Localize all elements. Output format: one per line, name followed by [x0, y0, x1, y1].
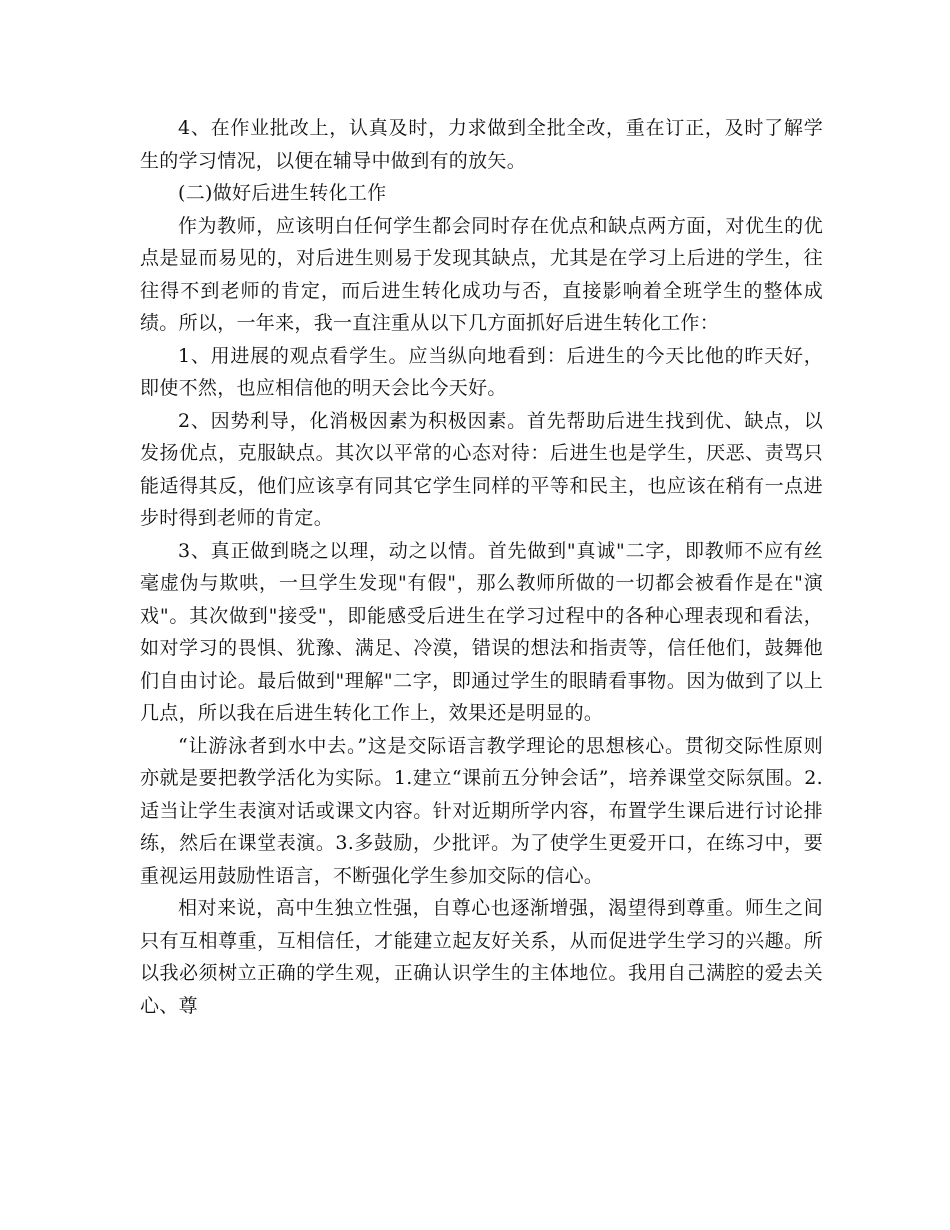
- paragraph-teacher-role: 作为教师，应该明白任何学生都会同时存在优点和缺点两方面，对优生的优点是显而易见的，对后进生则易于发现其缺点，尤其是在学习上后进的学生，往往得不到老师的肯定，而后进生转化成功与否，直接影响着全班学生的整体成绩。所以，一年来，我一直注重从以下几方面抓好后进生转化工作：: [140, 214, 823, 334]
- paragraph-mutual-respect: 相对来说，高中生独立性强，自尊心也逐渐增强，渴望得到尊重。师生之间只有互相尊重，互相信任，才能建立起友好关系，从而促进学生学习的兴趣。所以我必须树立正确的学生观，正确认识学生的主体地位。我用自己满腔的爱去关心、尊: [140, 897, 823, 1017]
- paragraph-point-3: 3、真正做到晓之以理，动之以情。首先做到"真诚"二字，即教师不应有丝毫虚伪与欺哄，一旦学生发现"有假"，那么教师所做的一切都会被看作是在"演戏"。其次做到"接受"，即能感受后进生在学习过程中的各种心理表现和看法，如对学习的畏惧、犹豫、满足、冷漠，错误的想法和指责等，信任他们，鼓舞他们自由讨论。最后做到"理解"二字，即通过学生的眼睛看事物。因为做到了以上几点，所以我在后进生转化工作上，效果还是明显的。: [140, 539, 823, 724]
- paragraph-point-1: 1、用进展的观点看学生。应当纵向地看到：后进生的今天比他的昨天好，即使不然，也应相信他的明天会比今天好。: [140, 344, 823, 399]
- section-heading-struggling-students: (二)做好后进生转化工作: [178, 182, 387, 204]
- document-body: [140, 112, 823, 1022]
- paragraph-point-2: 2、因势利导，化消极因素为积极因素。首先帮助后进生找到优、缺点，以发扬优点，克服缺点。其次以平常的心态对待：后进生也是学生，厌恶、责骂只能适得其反，他们应该享有同其它学生同样的平等和民主，也应该在稍有一点进步时得到老师的肯定。: [140, 409, 823, 529]
- paragraph-homework-grading: 4、在作业批改上，认真及时，力求做到全批全改，重在订正，及时了解学生的学习情况，以便在辅导中做到有的放矢。: [140, 117, 823, 172]
- paragraph-communicative-teaching: “让游泳者到水中去。”这是交际语言教学理论的思想核心。贯彻交际性原则亦就是要把教学活化为实际。1.建立“课前五分钟会话”，培养课堂交际氛围。2.适当让学生表演对话或课文内容。针对近期所学内容，布置学生课后进行讨论排练，然后在课堂表演。3.多鼓励，少批评。为了使学生更爱开口，在练习中，要重视运用鼓励性语言，不断强化学生参加交际的信心。: [140, 734, 823, 887]
